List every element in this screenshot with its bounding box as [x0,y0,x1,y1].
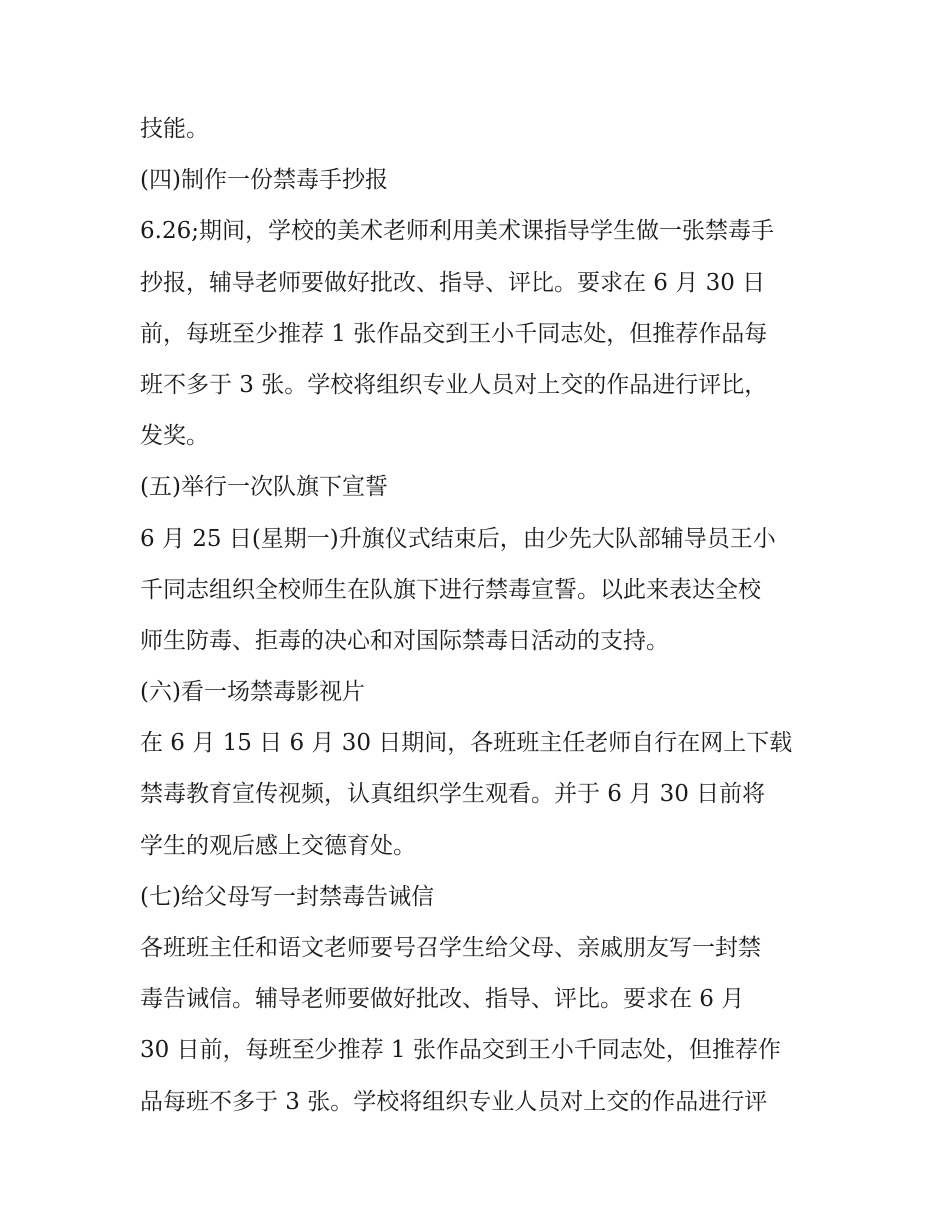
text-line: 在 6 月 15 日 6 月 30 日期间，各班班主任老师自行在网上下载 [140,730,793,757]
text-line: 毒告诫信。辅导老师要做好批改、指导、评比。要求在 6 月 [140,986,745,1013]
text-line: 6 月 25 日(星期一)升旗仪式结束后，由少先大队部辅导员王小 [140,525,776,552]
section-heading-5: (五)举行一次队旗下宣誓 [140,474,388,501]
text-line: 30 日前，每班至少推荐 1 张作品交到王小千同志处，但推荐作 [140,1037,781,1064]
text-line: 抄报，辅导老师要做好批改、指导、评比。要求在 6 月 30 日 [140,269,766,296]
section-heading-6: (六)看一场禁毒影视片 [140,679,365,706]
document-body [140,104,830,1128]
text-line: 师生防毒、拒毒的决心和对国际禁毒日活动的支持。 [140,627,669,654]
text-line: 6.26;期间，学校的美术老师利用美术课指导学生做一张禁毒手 [140,218,774,245]
text-line: 学生的观后感上交德育处。 [140,832,416,859]
text-line: 发奖。 [140,423,209,450]
text-line: 技能。 [140,116,209,142]
text-line: 品每班不多于 3 张。学校将组织专业人员对上交的作品进行评 [140,1088,768,1115]
text-line: 班不多于 3 张。学校将组织专业人员对上交的作品进行评比， [140,371,768,398]
section-heading-4: (四)制作一份禁毒手抄报 [140,167,388,194]
text-line: 前，每班至少推荐 1 张作品交到王小千同志处，但推荐作品每 [140,320,768,347]
text-line: 禁毒教育宣传视频，认真组织学生观看。并于 6 月 30 日前将 [140,781,766,808]
text-line: 千同志组织全校师生在队旗下进行禁毒宣誓。以此来表达全校 [140,576,761,603]
section-heading-7: (七)给父母写一封禁毒告诫信 [140,883,434,910]
text-line: 各班班主任和语文老师要号召学生给父母、亲戚朋友写一封禁 [140,935,761,961]
